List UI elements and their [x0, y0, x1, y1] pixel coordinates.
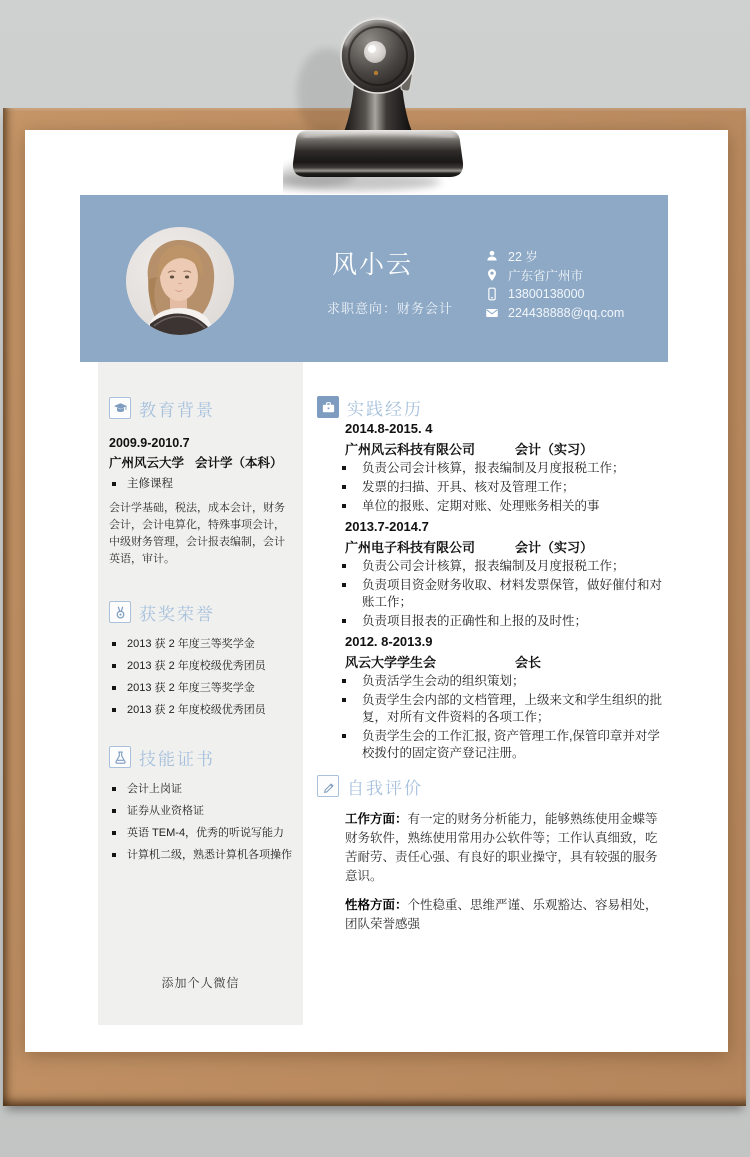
- evaluation-paragraph-work: [345, 810, 665, 886]
- contact-list: [485, 246, 624, 322]
- duty-item: 负责活学生会动的组织策划；: [338, 673, 665, 690]
- duty-item: 发票的扫描、开具、核对及管理工作；: [338, 479, 665, 496]
- binder-clip: [283, 10, 517, 194]
- profile-photo: [126, 227, 234, 335]
- job-organization: 风云大学学生会: [345, 655, 437, 670]
- award-item: 2013 获 2 年度三等奖学金: [109, 680, 295, 697]
- binder-clip-graphic: [283, 10, 517, 194]
- education-school-line: [109, 453, 295, 474]
- award-item: 2013 获 2 年度校级优秀团员: [109, 702, 295, 719]
- job-entry: [317, 419, 665, 515]
- section-title: 实践经历: [347, 399, 423, 419]
- contact-item-email: [485, 303, 624, 322]
- job-list: [317, 419, 665, 762]
- duty-list: [338, 558, 665, 630]
- job-org-line: [345, 652, 665, 673]
- candidate-name: 风小云: [332, 251, 414, 279]
- envelope-icon: [485, 306, 499, 320]
- section-experience-heading: [317, 395, 665, 419]
- paper-sheet: [25, 130, 728, 1052]
- contact-item-age: [485, 246, 624, 265]
- job-period: 2013.7-2014.7: [345, 519, 429, 534]
- job-role: 会计（实习）: [515, 442, 594, 457]
- evaluation-paragraph-personality: [345, 896, 665, 934]
- mobile-phone-icon: [485, 287, 499, 301]
- award-item: 2013 获 2 年度校级优秀团员: [109, 658, 295, 675]
- job-role: 会长: [515, 655, 542, 670]
- skill-item: 会计上岗证: [109, 781, 295, 798]
- duty-item: 单位的报账、定期对账、处理账务相关的事: [338, 498, 665, 515]
- job-organization: 广州电子科技有限公司: [345, 540, 476, 555]
- job-org-line: [345, 537, 665, 558]
- contact-item-location: [485, 265, 624, 284]
- duty-list: [338, 460, 665, 515]
- duty-item: 负责学生会的工作汇报, 资产管理工作,保管印章并对学校拨付的固定资产登记注册。: [338, 728, 665, 762]
- skill-item: 计算机二级，熟悉计算机各项操作: [109, 847, 295, 864]
- medal-icon: [109, 601, 131, 623]
- skill-item: 证券从业资格证: [109, 803, 295, 820]
- job-entry: [317, 517, 665, 630]
- job-organization: 广州风云科技有限公司: [345, 442, 476, 457]
- skill-item: 英语 TEM-4，优秀的听说写能力: [109, 825, 295, 842]
- duty-item: 负责学生会内部的文档管理，上级来文和学生组织的批复，对所有文件资料的各项工作；: [338, 692, 665, 726]
- evaluation-label: 工作方面：: [345, 812, 408, 826]
- contact-text: 13800138000: [508, 286, 585, 301]
- job-entry: [317, 632, 665, 762]
- award-list: [109, 636, 295, 719]
- flask-icon: [109, 746, 131, 768]
- job-period: 2012. 8-2013.9: [345, 634, 433, 649]
- pencil-icon: [317, 775, 339, 797]
- section-evaluation-heading: [317, 774, 665, 798]
- section-title: 获奖荣誉: [139, 604, 215, 624]
- skill-list: [109, 781, 295, 864]
- job-role: 会计（实习）: [515, 540, 594, 555]
- section-education-heading: [109, 396, 295, 420]
- section-title: 教育背景: [139, 400, 215, 420]
- duty-list: [338, 673, 665, 762]
- evaluation-text: 个性稳重、思维严谨、乐观豁达、容易相处，团队荣誉感强: [345, 898, 658, 931]
- job-period: 2014.8-2015. 4: [345, 421, 433, 436]
- education-period: 2009.9-2010.7: [109, 436, 190, 450]
- education-major: 会计学（本科）: [195, 456, 283, 470]
- person-icon: [485, 249, 499, 263]
- evaluation-text: 有一定的财务分析能力，能够熟练使用金蝶等财务软件，熟练使用常用办公软件等；工作认真细致，吃苦耐劳、责任心强、有良好的职业操守，具有较强的服务意识。: [345, 812, 658, 883]
- resume-header: [80, 195, 668, 362]
- duty-item: 负责公司会计核算，报表编制及月度报税工作；: [338, 558, 665, 575]
- duty-item: 负责项目报表的正确性和上报的及时性；: [338, 613, 665, 630]
- section-title: 技能证书: [139, 749, 215, 769]
- contact-text: 广东省广州市: [508, 268, 584, 283]
- duty-item: 负责项目资金财务收取、材料发票保管，做好催付和对账工作；: [338, 577, 665, 611]
- right-column: [317, 395, 665, 934]
- contact-text: 224438888@qq.com: [508, 305, 625, 320]
- contact-text: 22 岁: [508, 249, 538, 264]
- wechat-note: 添加个人微信: [161, 976, 240, 990]
- briefcase-icon: [317, 396, 339, 418]
- portrait-illustration: [126, 227, 234, 335]
- job-org-line: [345, 439, 665, 460]
- course-list: 会计学基础，税法，成本会计，财务会计，会计电算化，特殊事项会计，中级财务管理，会计报表编制，会计英语，审计。: [109, 502, 285, 565]
- education-body: [109, 433, 295, 568]
- duty-item: 负责公司会计核算，报表编制及月度报税工作；: [338, 460, 665, 477]
- contact-item-phone: [485, 284, 624, 303]
- education-school: 广州风云大学: [109, 456, 185, 470]
- evaluation-body: [317, 810, 665, 934]
- left-column: [98, 362, 303, 1025]
- evaluation-label: 性格方面：: [345, 898, 408, 912]
- section-awards-heading: [109, 600, 295, 624]
- location-pin-icon: [485, 268, 499, 282]
- job-intention: 求职意向：财务会计: [327, 301, 454, 316]
- graduation-cap-icon: [109, 397, 131, 419]
- section-skills-heading: [109, 745, 295, 769]
- section-title: 自我评价: [347, 778, 423, 798]
- course-bullet: 主修课程: [109, 474, 295, 495]
- award-item: 2013 获 2 年度三等奖学金: [109, 636, 295, 653]
